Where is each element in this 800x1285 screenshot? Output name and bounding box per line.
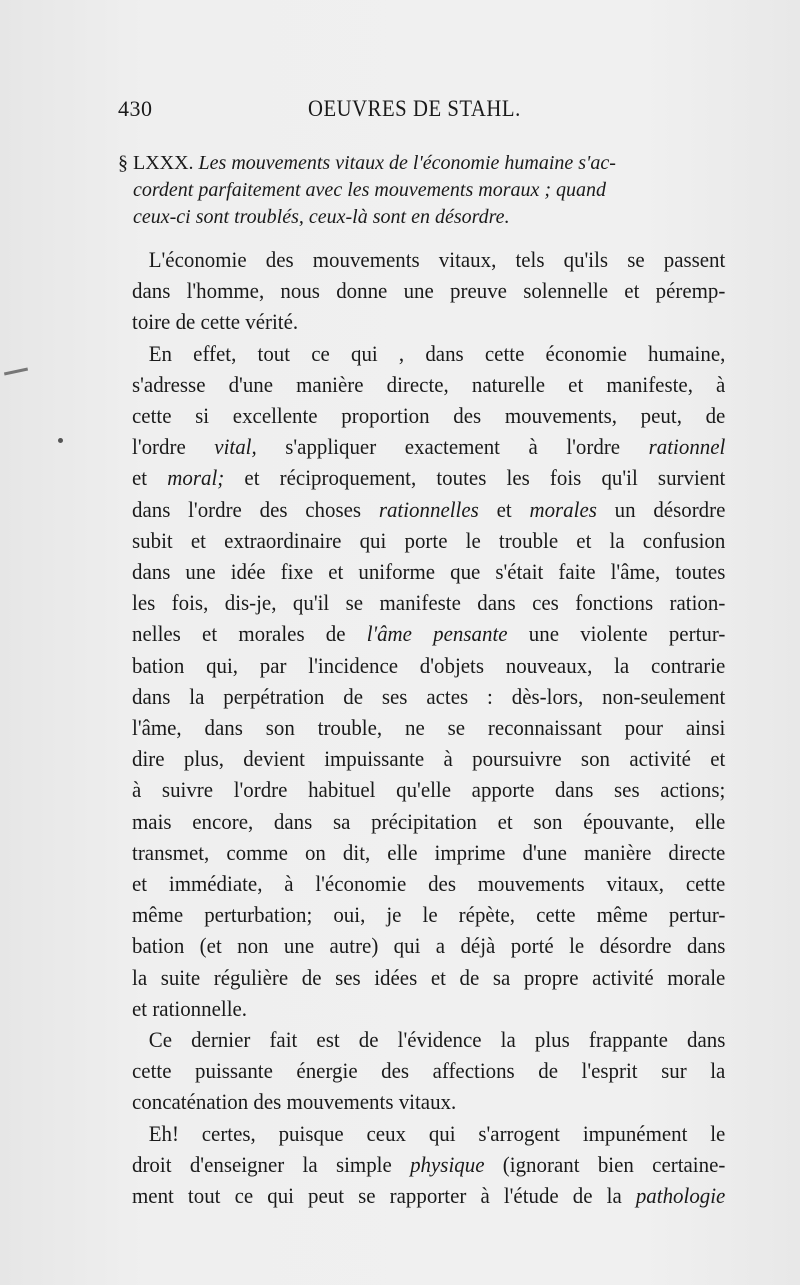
heading-line: cordent parfaitement avec les mouvements moraux ; quand bbox=[133, 179, 607, 201]
heading-line bbox=[118, 150, 718, 177]
section-mark: § LXXX. bbox=[118, 152, 194, 174]
text-line: l'âme, dans son trouble, ne se reconnaissant pour ainsi bbox=[132, 715, 726, 741]
body-text bbox=[132, 244, 726, 1211]
text-line: et rationnelle. bbox=[132, 995, 248, 1021]
text-line: cette puissante énergie des affections de l'esprit sur la bbox=[132, 1058, 726, 1084]
text-line: concaténation des mouvements vitaux. bbox=[132, 1089, 457, 1115]
text-line: mais encore, dans sa précipitation et son épouvante, elle bbox=[132, 808, 726, 834]
text-line: à suivre l'ordre habituel qu'elle apporte dans ses actions; bbox=[132, 777, 726, 803]
text-line bbox=[132, 1180, 725, 1211]
text-line: bation qui, par l'incidence d'objets nouveaux, la contrarie bbox=[132, 652, 726, 678]
text-line: et immédiate, à l'économie des mouvements vitaux, cette bbox=[132, 871, 726, 897]
text-run: et bbox=[132, 465, 148, 491]
text-line: cette si excellente proportion des mouvements, peut, de bbox=[132, 403, 726, 429]
text-line: Ce dernier fait est de l'évidence la plus frappante dans bbox=[148, 1027, 726, 1053]
text-run: et réciproquement, toutes les fois qu'il survient bbox=[244, 465, 726, 491]
text-line: Eh! certes, puisque ceux qui s'arrogent impunément le bbox=[148, 1120, 726, 1146]
text-line: toire de cette vérité. bbox=[132, 309, 299, 335]
text-line bbox=[132, 1149, 725, 1180]
italic-term: vital, bbox=[214, 434, 257, 460]
text-line: les fois, dis-je, qu'il se manifeste dans ces fonctions ration- bbox=[132, 590, 726, 616]
text-run: un désordre bbox=[614, 496, 726, 522]
italic-term: physique bbox=[410, 1151, 485, 1177]
italic-term: moral; bbox=[167, 465, 225, 491]
text-line: L'économie des mouvements vitaux, tels qu'ils se passent bbox=[148, 247, 726, 272]
text-line: En effet, tout ce qui , dans cette économie humaine, bbox=[148, 340, 726, 366]
text-run: une violente pertur- bbox=[528, 621, 726, 647]
italic-term: morales bbox=[529, 496, 597, 522]
text-line: s'adresse d'une manière directe, naturelle et manifeste, à bbox=[132, 371, 726, 397]
text-line: subit et extraordinaire qui porte le trouble et la confusion bbox=[132, 527, 726, 553]
italic-term: rationnel bbox=[648, 434, 726, 460]
text-line: dans l'homme, nous donne une preuve solennelle et péremp- bbox=[132, 278, 726, 304]
margin-dot bbox=[58, 438, 63, 443]
text-line bbox=[132, 494, 725, 525]
text-run: (ignorant bien certaine- bbox=[502, 1151, 726, 1177]
text-line: dans une idée fixe et uniforme que s'était faite l'âme, toutes bbox=[132, 559, 726, 585]
text-line bbox=[132, 462, 725, 493]
text-line bbox=[132, 431, 725, 462]
text-line bbox=[132, 618, 725, 649]
text-run: l'ordre bbox=[132, 434, 186, 460]
running-title: OEUVRES DE STAHL. bbox=[308, 96, 521, 121]
text-line: la suite régulière de ses idées et de sa propre activité morale bbox=[132, 964, 726, 990]
italic-term: pathologie bbox=[635, 1183, 726, 1209]
margin-mark bbox=[4, 368, 28, 376]
text-line: même perturbation; oui, je le répète, cette même pertur- bbox=[132, 902, 726, 928]
heading-line: ceux-ci sont troublés, ceux-là sont en désordre. bbox=[133, 206, 510, 228]
italic-term: rationnelles bbox=[378, 496, 479, 522]
text-line: bation (et non une autre) qui a déjà porté le désordre dans bbox=[132, 933, 726, 959]
page-number: 430 bbox=[118, 96, 153, 121]
text-line: transmet, comme on dit, elle imprime d'une manière directe bbox=[132, 839, 726, 865]
page-header bbox=[118, 96, 730, 136]
text-run: droit d'enseigner la simple bbox=[132, 1151, 392, 1177]
text-run: ment tout ce qui peut se rapporter à l'étude de la bbox=[132, 1183, 622, 1209]
heading-title-part: Les mouvements vitaux de l'économie humaine s'ac- bbox=[198, 152, 616, 174]
text-run: dans l'ordre des choses bbox=[132, 496, 362, 522]
text-run: nelles et morales de bbox=[132, 621, 346, 647]
text-line: dans la perpétration de ses actes : dès-lors, non-seulement bbox=[132, 683, 726, 709]
italic-term: l'âme pensante bbox=[366, 621, 508, 647]
text-line: dire plus, devient impuissante à poursuivre son activité et bbox=[132, 746, 726, 772]
text-run: et bbox=[496, 496, 512, 522]
section-heading bbox=[118, 150, 718, 231]
text-run: s'appliquer exactement à l'ordre bbox=[285, 434, 621, 460]
